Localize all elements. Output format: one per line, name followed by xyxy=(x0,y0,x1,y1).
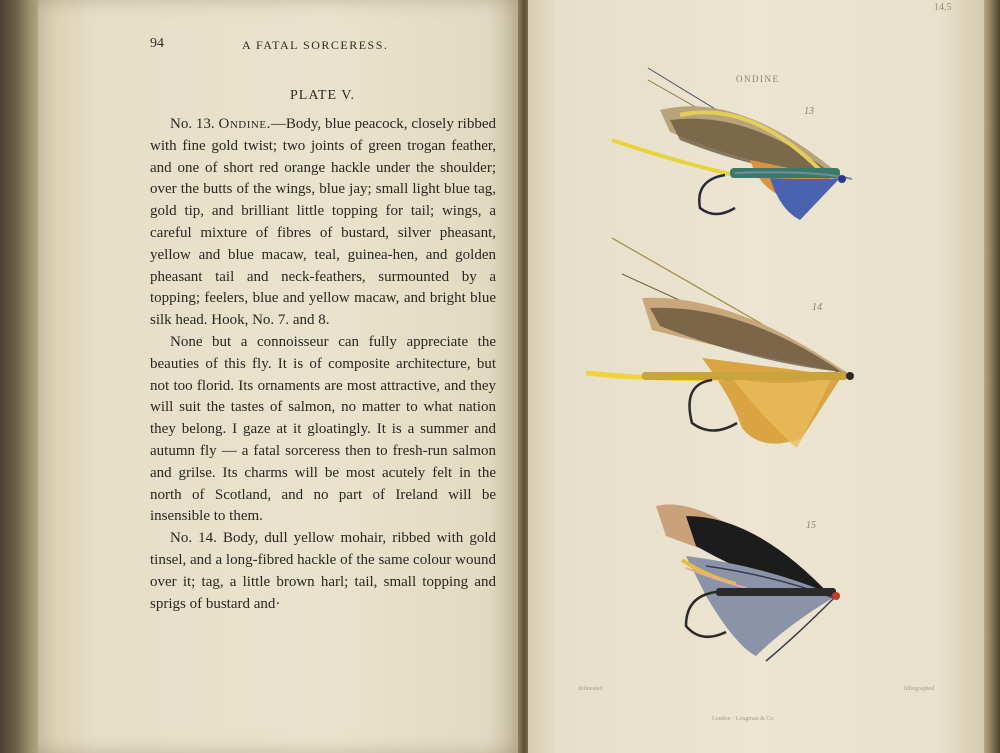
paragraph-no13-text: —Body, blue peacock, closely ribbed with fine gold twist; two joints of green trogan feather, and one of short red orange hackle under the shoulder; over the butts of the wings, blue jay; small light blue tag, gold tip, and brilliant little topping for tail; wings, a careful mixture of fibres of bustard, silver pheasant, yellow and blue macaw, teal, guinea-hen, and golden pheasant tail and neck-feathers, surmounted by a topping; feelers, blue and yellow macaw, and bright blue silk head. Hook, No. 7. and 8. xyxy=(150,116,496,329)
plate-corner-mark: 14.5 xyxy=(934,2,952,13)
fly-15-illustration xyxy=(646,496,866,676)
fly-number-13-label: No. 13. xyxy=(170,116,215,132)
book-left-edge xyxy=(0,0,40,753)
fly-13-illustration xyxy=(600,60,860,240)
running-head xyxy=(150,36,510,56)
fly-number-15: 15 xyxy=(806,520,816,531)
paragraph-no13 xyxy=(150,114,496,332)
running-head-title: A FATAL SORCERESS. xyxy=(242,38,389,52)
page-number: 94 xyxy=(150,36,164,51)
body-text xyxy=(150,114,496,615)
book-right-edge xyxy=(984,0,1000,753)
fly-number-14: 14 xyxy=(812,302,822,313)
paragraph-commentary: None but a connoisseur can fully appreciate the beauties of this fly. It is of composite architecture, but not too florid. Its ornaments are most attractive, and they will suit the tastes of salmon, no matter to what nation they belong. I gaze at it gloatingly. It is a summer and autumn fly — a fatal sorceress then to fresh-run salmon and grilse. Its charms will be most acutely felt in the north of Scotland, and no part of Ireland will be insensible to them. xyxy=(150,333,496,525)
fly-number-13: 13 xyxy=(804,106,814,117)
plate-heading: PLATE V. xyxy=(290,88,356,103)
plate-imprint-right: lithographed xyxy=(904,686,935,692)
fly-14-illustration xyxy=(582,238,882,468)
fly-name-ondine: Ondine. xyxy=(218,116,271,132)
plate-imprint-left: delineated xyxy=(578,686,603,692)
plate-imprint-center: London · Longman & Co. xyxy=(712,716,775,722)
paragraph-no14: No. 14. Body, dull yellow mohair, ribbed with gold tinsel, and a long-fibred hackle of the same colour wound over it; tag, a little brown harl; tail, small topping and sprigs of bustard and· xyxy=(150,530,496,612)
plate-title: ONDINE xyxy=(736,74,780,84)
